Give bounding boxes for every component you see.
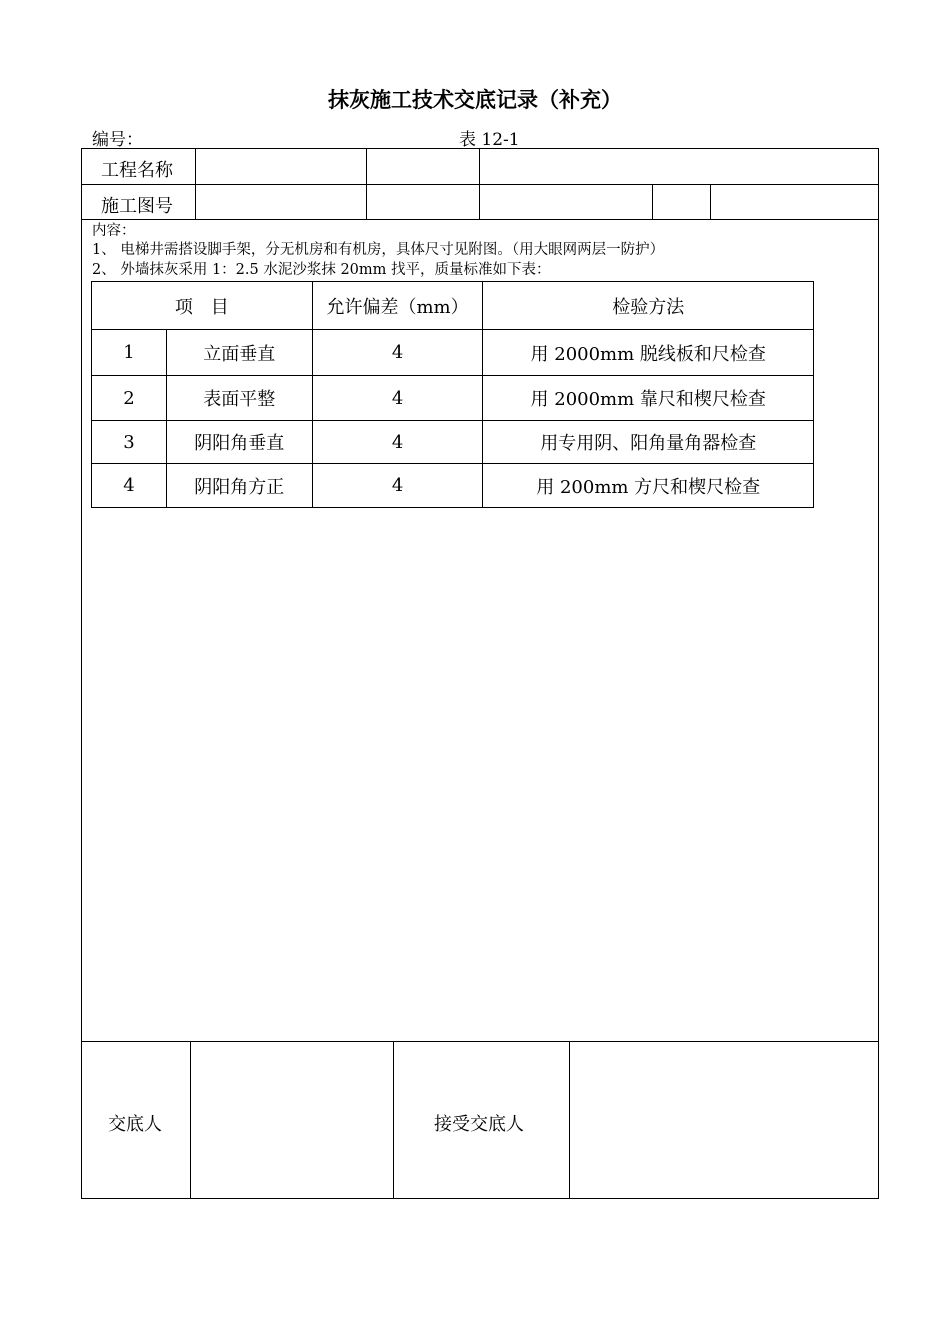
row-item: 阴阳角方正 [166, 464, 312, 508]
row-tolerance: 4 [312, 421, 483, 464]
row-number: 4 [92, 464, 167, 508]
table-header-row [92, 282, 814, 330]
discloser-label: 交底人 [108, 1114, 162, 1135]
header-method: 检验方法 [483, 282, 814, 330]
row-divider [81, 219, 879, 220]
form-border-bottom [81, 1198, 879, 1199]
col-divider [366, 148, 367, 219]
row-method: 用专用阴、阳角量角器检查 [483, 421, 814, 464]
form-border-left [81, 148, 82, 1198]
col-divider [652, 184, 653, 219]
row-method: 用 2000mm 脱线板和尺检查 [483, 330, 814, 376]
row-tolerance: 4 [312, 376, 483, 421]
project-name-label: 工程名称 [101, 160, 173, 181]
table-row [92, 376, 814, 421]
table-code: 表 12-1 [459, 130, 520, 150]
form-border-right [878, 148, 879, 1198]
col-divider [479, 148, 480, 219]
col-divider [195, 148, 196, 219]
table-row [92, 421, 814, 464]
row-number: 2 [92, 376, 167, 421]
drawing-no-label: 施工图号 [101, 196, 173, 217]
col-divider [393, 1041, 394, 1198]
row-method: 用 2000mm 靠尺和楔尺检查 [483, 376, 814, 421]
row-number: 1 [92, 330, 167, 376]
row-tolerance: 4 [312, 330, 483, 376]
row-number: 3 [92, 421, 167, 464]
table-row [92, 464, 814, 508]
table-row [92, 330, 814, 376]
content-line-1: 1、 电梯井需搭设脚手架，分无机房和有机房，具体尺寸见附图。（用大眼网两层一防护） [92, 242, 665, 258]
col-divider [710, 184, 711, 219]
row-divider [81, 184, 879, 185]
row-tolerance: 4 [312, 464, 483, 508]
header-item: 项 目 [92, 282, 313, 330]
content-label: 内容： [92, 223, 136, 239]
col-divider [569, 1041, 570, 1198]
number-label: 编号： [92, 130, 143, 150]
form-border-top [81, 148, 879, 149]
quality-standards-table [91, 281, 814, 508]
receiver-label: 接受交底人 [434, 1114, 524, 1135]
row-item: 立面垂直 [166, 330, 312, 376]
page-title: 抹灰施工技术交底记录（补充） [328, 88, 622, 112]
col-divider [190, 1041, 191, 1198]
row-divider [81, 1041, 879, 1042]
row-item: 阴阳角垂直 [166, 421, 312, 464]
header-tolerance: 允许偏差（mm） [312, 282, 483, 330]
row-item: 表面平整 [166, 376, 312, 421]
content-line-2: 2、 外墙抹灰采用 1：2.5 水泥沙浆抹 20mm 找平，质量标准如下表： [92, 262, 551, 278]
row-method: 用 200mm 方尺和楔尺检查 [483, 464, 814, 508]
